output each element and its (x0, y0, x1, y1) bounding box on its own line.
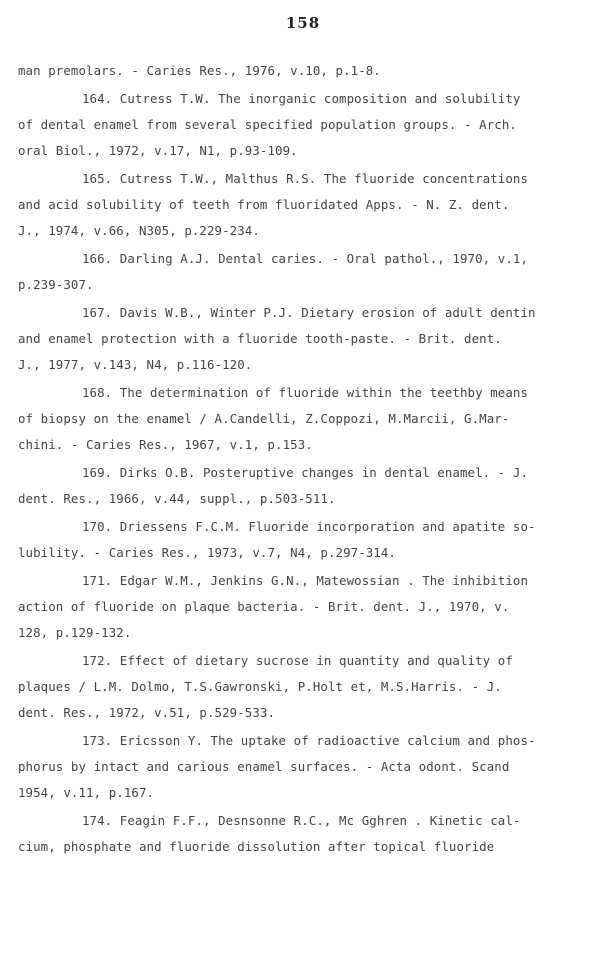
reference-line: 173. Ericsson Y. The uptake of radioactive calcium and phos- (82, 733, 536, 748)
reference-line: 174. Feagin F.F., Desnsonne R.C., Mc Gghren . Kinetic cal- (82, 813, 521, 828)
reference-entry (18, 514, 586, 566)
reference-line: 164. Cutress T.W. The inorganic composition and solubility (82, 91, 521, 106)
reference-line: J., 1974, v.66, N305, p.229-234. (18, 223, 260, 238)
reference-line: of dental enamel from several specified population groups. - Arch. (18, 117, 517, 132)
reference-entry (18, 460, 586, 512)
reference-line: chini. - Caries Res., 1967, v.1, p.153. (18, 437, 313, 452)
reference-line: 128, p.129-132. (18, 625, 132, 640)
reference-line: 167. Davis W.B., Winter P.J. Dietary erosion of adult dentin (82, 305, 536, 320)
reference-line: oral Biol., 1972, v.17, N1, p.93-109. (18, 143, 298, 158)
reference-line: lubility. - Caries Res., 1973, v.7, N4, p.297-314. (18, 545, 396, 560)
page-number: 158 (285, 14, 321, 32)
reference-entry (18, 86, 586, 164)
reference-entry (18, 728, 586, 806)
reference-list (18, 58, 586, 860)
reference-line: man premolars. - Caries Res., 1976, v.10, p.1-8. (18, 63, 381, 78)
reference-entry (18, 246, 586, 298)
reference-line: action of fluoride on plaque bacteria. - Brit. dent. J., 1970, v. (18, 599, 510, 614)
reference-line: J., 1977, v.143, N4, p.116-120. (18, 357, 253, 372)
reference-entry (18, 808, 586, 860)
reference-line: and enamel protection with a fluoride tooth-paste. - Brit. dent. (18, 331, 502, 346)
reference-line: 169. Dirks O.B. Posteruptive changes in dental enamel. - J. (82, 465, 529, 480)
reference-line: plaques / L.M. Dolmo, T.S.Gawronski, P.Holt et, M.S.Harris. - J. (18, 679, 502, 694)
reference-line: 1954, v.11, p.167. (18, 785, 155, 800)
reference-line: 172. Effect of dietary sucrose in quantity and quality of (82, 653, 513, 668)
reference-entry (18, 568, 586, 646)
reference-line: dent. Res., 1966, v.44, suppl., p.503-511. (18, 491, 336, 506)
reference-line: p.239-307. (18, 277, 94, 292)
reference-line: 166. Darling A.J. Dental caries. - Oral pathol., 1970, v.1, (82, 251, 529, 266)
reference-entry (18, 380, 586, 458)
reference-entry (18, 166, 586, 244)
reference-line: 171. Edgar W.M., Jenkins G.N., Matewossian . The inhibition (82, 573, 529, 588)
reference-entry (18, 58, 586, 84)
reference-line: of biopsy on the enamel / A.Candelli, Z.Coppozi, M.Marcii, G.Mar- (18, 411, 510, 426)
reference-entry (18, 300, 586, 378)
reference-entry (18, 648, 586, 726)
reference-line: 168. The determination of fluoride within the teethby means (82, 385, 529, 400)
reference-line: 170. Driessens F.C.M. Fluoride incorporation and apatite so- (82, 519, 536, 534)
reference-line: cium, phosphate and fluoride dissolution after topical fluoride (18, 839, 495, 854)
reference-line: dent. Res., 1972, v.51, p.529-533. (18, 705, 276, 720)
reference-line: 165. Cutress T.W., Malthus R.S. The fluoride concentrations (82, 171, 529, 186)
reference-line: and acid solubility of teeth from fluoridated Apps. - N. Z. dent. (18, 197, 510, 212)
reference-line: phorus by intact and carious enamel surfaces. - Acta odont. Scand (18, 759, 510, 774)
